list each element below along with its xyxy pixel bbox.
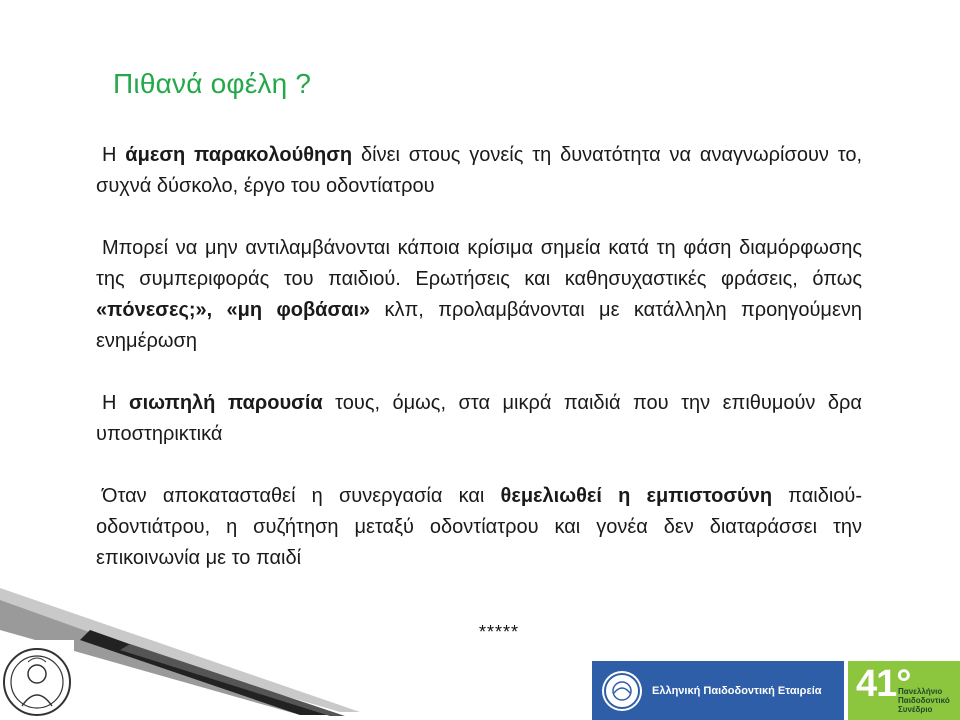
university-seal-icon bbox=[0, 640, 74, 720]
congress-number: 41° bbox=[856, 663, 911, 705]
society-emblem-icon bbox=[600, 669, 644, 713]
paragraph-2: Μπορεί να μην αντιλαμβάνονται κάποια κρίσιμα σημεία κατά τη φάση διαμόρφωσης της συμπεριφοράς του παιδιού. Ερωτήσεις και καθησυχαστικές φράσεις, όπως «πόνεσες;», «μη φοβάσαι» κλπ, προλαμβάνονται με κατάλληλη προηγούμενη ενημέρωση bbox=[96, 237, 862, 352]
society-logo bbox=[592, 661, 844, 720]
congress-logo bbox=[848, 661, 960, 720]
paragraph-4: Όταν αποκατασταθεί η συνεργασία και θεμελιωθεί η εμπιστοσύνη παιδιού-οδοντιάτρου, η συζήτηση μεταξύ οδοντίατρου και γονέα δεν διαταράσσει την επικοινωνία με το παιδί bbox=[96, 485, 863, 569]
footer-mark: ***** bbox=[479, 622, 520, 642]
slide-body bbox=[96, 140, 862, 605]
paragraph-3: Η σιωπηλή παρουσία τους, όμως, στα μικρά παιδιά που την επιθυμούν δρα υποστηρικτικά bbox=[96, 392, 862, 445]
congress-caption: Πανελλήνιο Παιδοδοντικό Συνέδριο bbox=[898, 687, 950, 714]
slide-title: Πιθανά οφέλη ? bbox=[113, 68, 312, 99]
society-name: Ελληνική Παιδοδοντική Εταιρεία bbox=[652, 684, 822, 697]
paragraph-1: Η άμεση παρακολούθηση δίνει στους γονείς τη δυνατότητα να αναγνωρίσουν το, συχνά δύσκολο, έργο του οδοντίατρου bbox=[96, 144, 863, 197]
